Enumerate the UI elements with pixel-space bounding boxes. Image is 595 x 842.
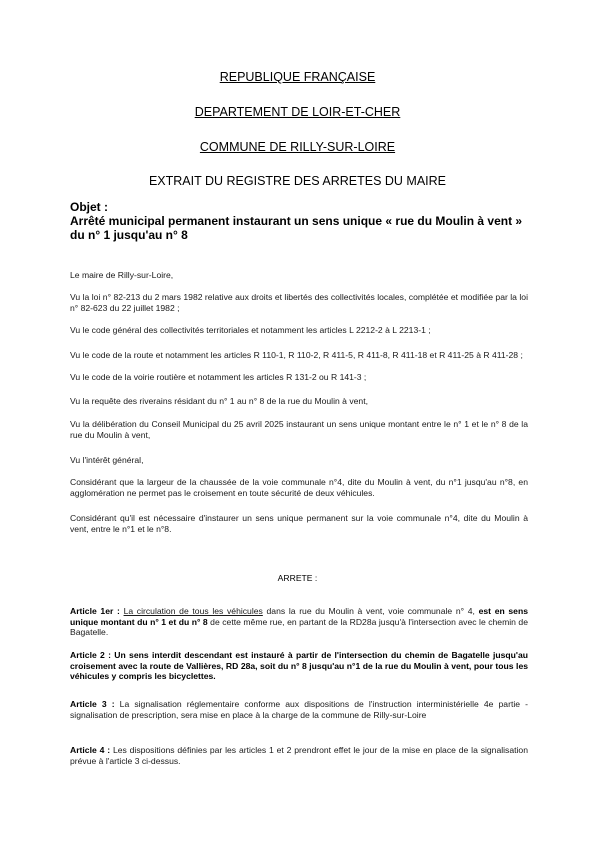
header-commune: COMMUNE DE RILLY-SUR-LOIRE: [199, 140, 396, 154]
paragraph-code-route: Vu le code de la route et notamment les articles R 110-1, R 110-2, R 411-5, R 411-8, R 411-18 et R 411-25 à R 411-28 ;: [70, 350, 523, 360]
arrete-title: ARRETE :: [277, 573, 318, 583]
article-1-underlined: La circulation de tous les véhicules: [123, 606, 263, 616]
article-3-label: Article 3 :: [70, 699, 115, 709]
article-4: [70, 745, 528, 766]
article-3-text: La signalisation réglementaire conforme aux dispositions de l'instruction interministérielle 4e partie - signalisation de prescription, sera mise en place à la charge de la commune de Rilly-sur-Loire: [70, 699, 528, 720]
article-2-label: Article 2 :: [70, 650, 111, 660]
header-republic: REPUBLIQUE FRANÇAISE: [219, 70, 376, 84]
paragraph-deliberation: Vu la délibération du Conseil Municipal du 25 avril 2025 instaurant un sens unique montant entre le n° 1 et le n° 8 de la rue du Moulin à vent,: [70, 419, 528, 440]
paragraph-code-voirie: Vu le code de la voirie routière et notamment les articles R 131-2 ou R 141-3 ;: [70, 372, 367, 382]
paragraph-requete: Vu la requête des riverains résidant du n° 1 au n° 8 de la rue du Moulin à vent,: [70, 396, 368, 406]
object-line-1: Arrêté municipal permanent instaurant un sens unique « rue du Moulin à vent »: [70, 214, 523, 228]
header-department: DEPARTEMENT DE LOIR-ET-CHER: [194, 105, 401, 119]
article-1-text: dans la rue du Moulin à vent, voie communale n° 4,: [262, 606, 479, 616]
paragraph-cgct: Vu le code général des collectivités territoriales et notamment les articles L 2212-2 à L 2213-1 ;: [70, 325, 431, 335]
object-label: Objet :: [70, 200, 108, 214]
paragraph-considerant-1: Considérant que la largeur de la chaussée de la voie communale n°4, dite du Moulin à vent, du n°1 jusqu'au n°8, en agglomération ne permet pas le croisement en toute sécurité de deux véhicules.: [70, 477, 528, 498]
article-1: [70, 606, 528, 638]
article-2: [70, 650, 528, 682]
article-2-text: Un sens interdit descendant est instauré à partir de l'intersection du chemin de Bagatelle jusqu'au croisement avec la route de Vallières, RD 28a, soit du n° 8 jusqu'au n°1 de la rue du Moulin à vent, pour tous les véhicules y compris les bicyclettes.: [70, 650, 528, 682]
object-line-2: du n° 1 jusqu'au n° 8: [70, 228, 188, 242]
article-4-label: Article 4 :: [70, 745, 111, 755]
article-1-label: Article 1er :: [70, 606, 120, 616]
article-1-bold: est en sens unique montant du n° 1 et du n° 8: [70, 606, 528, 627]
article-1-rest: de cette même rue, en partant de la RD28a jusqu'à l'intersection avec le chemin de Bagatelle.: [70, 616, 528, 638]
paragraph-considerant-2: Considérant qu'il est nécessaire d'instaurer un sens unique permanent sur la voie communale n°4, dite du Moulin à vent, entre le n°1 et le n°8.: [70, 513, 528, 534]
article-4-text: Les dispositions définies par les articles 1 et 2 prendront effet le jour de la mise en place de la signalisation prévue à l'article 3 ci-dessus.: [70, 745, 528, 766]
header-register: EXTRAIT DU REGISTRE DES ARRETES DU MAIRE: [148, 174, 447, 188]
article-3: [70, 699, 528, 720]
paragraph-interet: Vu l'intérêt général,: [70, 455, 144, 465]
paragraph-mayor: Le maire de Rilly-sur-Loire,: [70, 270, 174, 280]
paragraph-law-1982: Vu la loi n° 82-213 du 2 mars 1982 relative aux droits et libertés des collectivités locales, complétée et modifiée par la loi n° 82-623 du 22 juillet 1982 ;: [70, 292, 528, 313]
